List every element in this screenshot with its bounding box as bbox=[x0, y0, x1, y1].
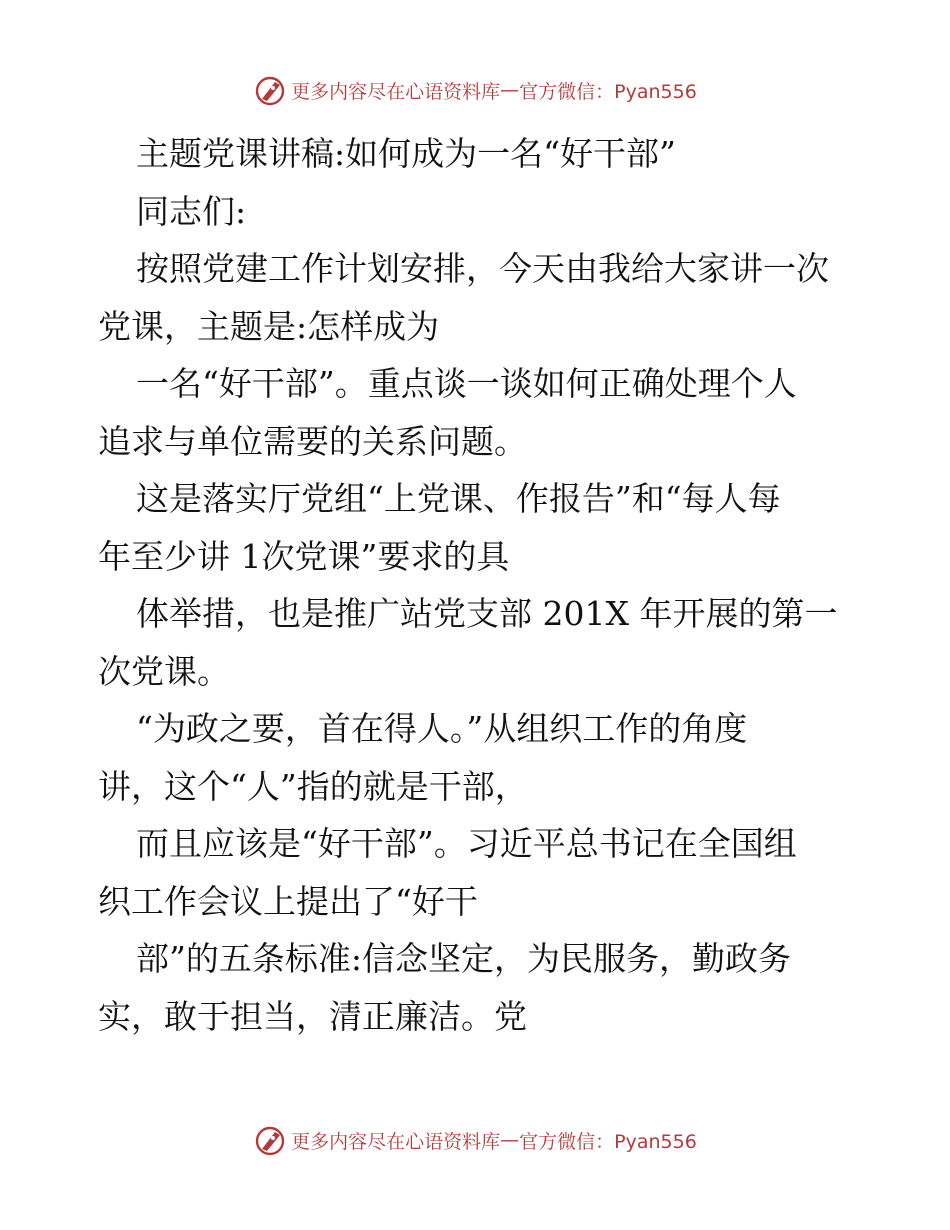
paragraph-line: 讲，这个“人”指的就是干部， bbox=[98, 766, 528, 806]
paragraph-line: 织工作会议上提出了“好干 bbox=[98, 881, 478, 921]
paragraph-line: 而且应该是“好干部”。习近平总书记在全国组 bbox=[136, 824, 797, 863]
pen-nib-circle-icon bbox=[253, 73, 287, 107]
paragraph-line: 追求与单位需要的关系问题。 bbox=[98, 421, 527, 461]
watermark-header bbox=[0, 70, 950, 110]
watermark-wechat: 官方微信：Pyan556 bbox=[519, 80, 697, 103]
paragraph-line: 年至少讲 1次党课”要求的具 bbox=[98, 536, 510, 576]
watermark-footer bbox=[0, 1120, 950, 1160]
watermark-brand: 更多内容尽在心语资料库 bbox=[291, 1130, 501, 1153]
document-body bbox=[98, 125, 858, 1045]
salutation: 同志们: bbox=[136, 191, 247, 231]
paragraph-line: 实，敢于担当，清正廉洁。党 bbox=[98, 996, 527, 1036]
document-title: 主题党课讲稿:如何成为一名“好干部” bbox=[136, 134, 676, 173]
paragraph-line: 党课，主题是:怎样成为 bbox=[98, 306, 440, 346]
paragraph-line: 一名“好干部”。重点谈一谈如何正确处理个人 bbox=[136, 364, 797, 403]
paragraph-line: 按照党建工作计划安排，今天由我给大家讲一次 bbox=[136, 249, 829, 288]
watermark-brand: 更多内容尽在心语资料库 bbox=[291, 80, 501, 103]
watermark-separator: — bbox=[500, 79, 520, 101]
watermark-separator: — bbox=[500, 1129, 520, 1151]
paragraph-line: 体举措，也是推广站党支部 201X 年开展的第一 bbox=[136, 594, 838, 633]
paragraph-line: 次党课。 bbox=[98, 651, 230, 691]
watermark-wechat: 官方微信：Pyan556 bbox=[519, 1130, 697, 1153]
paragraph-line: 部”的五条标准:信念坚定，为民服务，勤政务 bbox=[136, 939, 791, 978]
pen-nib-circle-icon bbox=[253, 1123, 287, 1157]
paragraph-line: “为政之要，首在得人。”从组织工作的角度 bbox=[136, 709, 748, 748]
paragraph-line: 这是落实厅党组“上党课、作报告”和“每人每 bbox=[136, 479, 781, 518]
